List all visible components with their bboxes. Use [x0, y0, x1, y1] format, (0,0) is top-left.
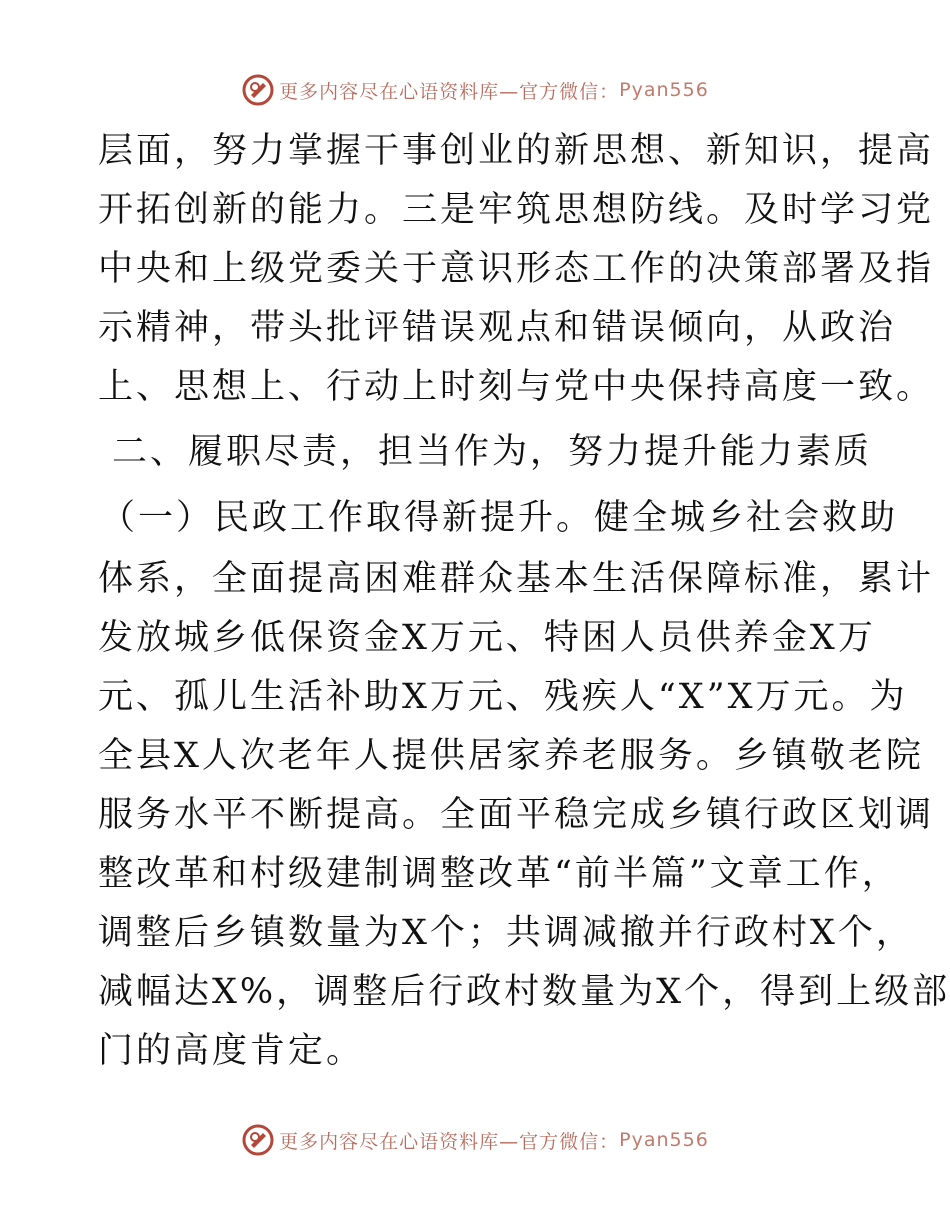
text-line: 体系，全面提高困难群众基本生活保障标准，累计	[98, 559, 935, 599]
footer-watermark	[0, 1122, 950, 1158]
text-line: 减幅达X%，调整后行政村数量为X个，得到上级部	[98, 972, 950, 1012]
logo-icon	[241, 73, 275, 107]
text-line: 整改革和村级建制调整改革“前半篇”文章工作，	[98, 854, 900, 894]
document-body	[98, 122, 950, 1081]
text-line: 元、孤儿生活补助X万元、残疾人“X”X万元。为	[98, 677, 908, 717]
watermark-id: Pyan556	[619, 79, 709, 101]
text-line: 发放城乡低保资金X万元、特困人员供养金X万	[98, 618, 876, 658]
section-heading: 二、履职尽责，担当作为，努力提升能力素质	[112, 432, 873, 472]
text-line: 层面，努力掌握干事创业的新思想、新知识，提高	[98, 131, 935, 171]
header-watermark	[0, 72, 950, 108]
text-line: 上、思想上、行动上时刻与党中央保持高度一致。	[98, 367, 935, 407]
logo-icon	[241, 1123, 275, 1157]
text-line: 调整后乡镇数量为X个；共调减撤并行政村X个，	[98, 913, 914, 953]
text-line: 服务水平不断提高。全面平稳完成乡镇行政区划调	[98, 795, 935, 835]
watermark-text: 更多内容尽在心语资料库—官方微信：	[279, 1130, 620, 1153]
text-line: 中央和上级党委关于意识形态工作的决策部署及指	[98, 249, 935, 289]
watermark-text: 更多内容尽在心语资料库—官方微信：	[279, 80, 620, 103]
text-line: 示精神，带头批评错误观点和错误倾向，从政治	[98, 308, 897, 348]
text-line: 门的高度肯定。	[98, 1031, 365, 1071]
text-line: 全县X人次老年人提供居家养老服务。乡镇敬老院	[98, 736, 924, 776]
watermark-id: Pyan556	[619, 1129, 709, 1151]
text-line: （一）民政工作取得新提升。健全城乡社会救助	[100, 498, 899, 538]
text-line: 开拓创新的能力。三是牢筑思想防线。及时学习党	[98, 190, 935, 230]
